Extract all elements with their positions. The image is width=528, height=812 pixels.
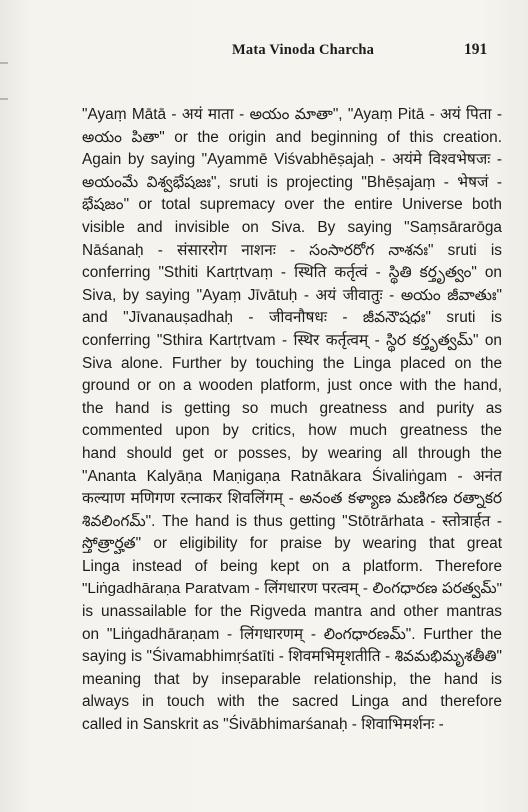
text-line: స్తోత్రార్హత" or eligibility for praise by wearing that great bbox=[82, 535, 502, 553]
text-line: "Ananta Kalyāṇa Maṇigaṇa Ratnākara Śivaliṅgam - अनंत bbox=[82, 467, 502, 485]
text-line: always in touch with the sacred Linga and therefore bbox=[82, 693, 502, 711]
text-line: conferring "Sthiti Kartṛtvaṃ - स्थिति कर्तृत्वं - స్థితి కర్తృత్వం" on bbox=[82, 264, 502, 282]
text-line: the hand is getting so much greatness and purity as bbox=[82, 399, 502, 417]
text-line: visible and invisible on Siva. By saying "Saṃsārarōga bbox=[82, 218, 502, 236]
text-line: "Ayaṃ Mātā - अयं माता - అయం మాతా", "Ayaṃ Pitā - अयं पिता - bbox=[82, 106, 502, 123]
text-line: conferring "Sthira Kartṛtvam - स्थिर कर्तृत्वम् - స్థిర కర్తృత్వమ్" on bbox=[82, 331, 502, 349]
page-number: 191 bbox=[464, 41, 488, 58]
text-line: on "Liṅgadhāraṇam - लिंगधारणम् - లింగధారణమ్". Further the bbox=[82, 625, 502, 643]
text-line: అయం పితా" or the origin and beginning of this creation. bbox=[82, 128, 502, 146]
text-line: Linga instead of being kept on a platform. Therefore bbox=[82, 557, 502, 575]
text-line: कल्याण मणिगण रत्नाकर शिवलिंगम् - అనంత కళ్యాణ మణిగణ రత్నాకర bbox=[82, 490, 502, 508]
text-line: hand should get or posses, by wearing all through the bbox=[82, 444, 502, 462]
text-line: "Liṅgadhāraṇa Paratvam - लिंगधारण परत्वम् - లింగధారణ పరత్వమ్" bbox=[82, 580, 502, 598]
page-header bbox=[0, 38, 528, 62]
text-line: meaning that by inseparable relationship, the hand is bbox=[82, 670, 502, 688]
text-line: అయంమే విశ్వభేషజః", sruti is projecting "Bhēṣajaṃ - भेषजं - bbox=[82, 173, 502, 191]
running-title: Mata Vinoda Charcha bbox=[232, 42, 375, 58]
page-edge-mark bbox=[0, 98, 8, 100]
text-line: saying is "Śivamabhimṛśatīti - शिवमभिमृशतीति - శివమభిమృశతీతి" bbox=[82, 648, 502, 666]
text-line: Nāśanaḥ - संसाररोग नाशनः - సంసారరోగ నాశనః" sruti is bbox=[82, 241, 502, 259]
body-text bbox=[82, 104, 502, 737]
text-line: Again by saying "Ayammē Viśvabhēṣajaḥ - अयंमे विश्वभेषजः - bbox=[82, 151, 502, 169]
text-line: ground or on a wooden platform, just once with the hand, bbox=[82, 377, 502, 395]
text-line: భేషజం" or total supremacy over the entire Universe both bbox=[82, 196, 502, 214]
text-line: శివలింగమ్". The hand is thus getting "Stōtrārhata - स्तोत्रार्हत - bbox=[82, 512, 502, 530]
text-line: Siva alone. Further by touching the Linga placed on the bbox=[82, 354, 502, 372]
text-line: commented upon by critics, how much greatness the bbox=[82, 422, 502, 440]
page-edge-mark bbox=[0, 62, 8, 64]
text-line: called in Sanskrit as "Śivābhimarśanaḥ - शिवाभिमर्शनः - bbox=[82, 716, 444, 734]
text-line: Siva, by saying "Ayaṃ Jīvātuḥ - अयं जीवातुः - అయం జీవాతుః" bbox=[82, 286, 502, 304]
text-line: is unassailable for the Rigveda mantra and other mantras bbox=[82, 603, 502, 621]
text-line: and "Jīvanauṣadhaḥ - जीवनौषधः - జీవనౌషధః" sruti is bbox=[82, 309, 502, 327]
